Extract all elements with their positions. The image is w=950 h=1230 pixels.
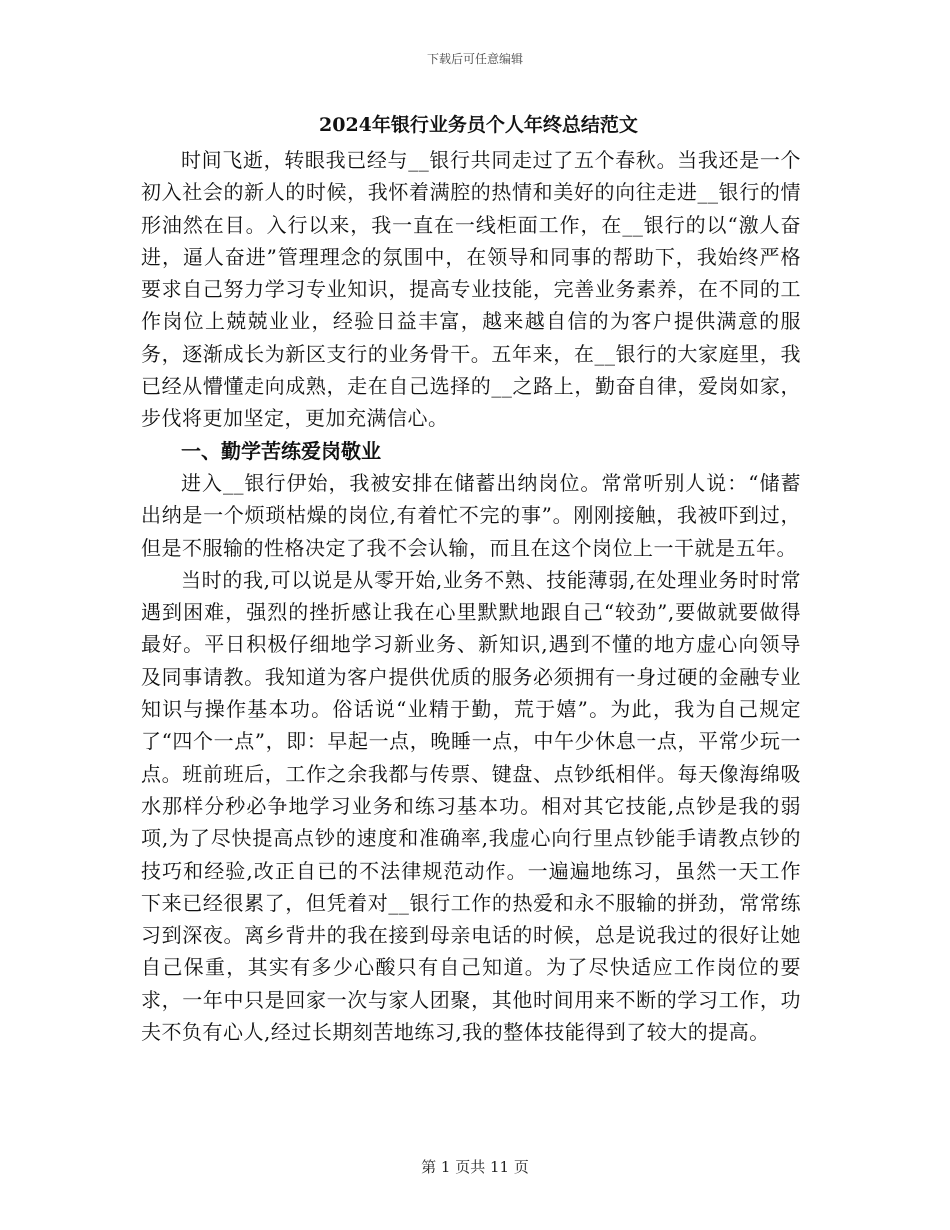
page-footer: 第 1 页共 11 页 — [421, 1158, 529, 1176]
intro-paragraph: 时间飞逝，转眼我已经与__银行共同走过了五个春秋。当我还是一个初入社会的新人的时候，我怀着满腔的热情和美好的向往走进__银行的情形油然在目。入行以来，我一直在一线柜面工作，在__银行的以“激人奋进，逼人奋进”管理理念的氛围中，在领导和同事的帮助下，我始终严格要求自己努力学习专业知识，提高专业技能，完善业务素养，在不同的工作岗位上兢兢业业，经验日益丰富，越来越自信的为客户提供满意的服务，逐渐成长为新区支行的业务骨干。五年来，在__银行的大家庭里，我已经从懵懂走向成熟，走在自己选择的__之路上，勤奋自律，爱岗如家，步伐将更加坚定，更加充满信心。 — [141, 148, 801, 431]
section-heading: 一、勤学苦练爱岗敬业 — [181, 438, 381, 463]
document-title: 2024年银行业务员个人年终总结范文 — [319, 114, 638, 136]
document-body — [141, 108, 801, 1048]
section-paragraph: 进入__银行伊始，我被安排在储蓄出纳岗位。常常听别人说：“储蓄出纳是一个烦琐枯燥的岗位,有着忙不完的事”。刚刚接触，我被吓到过，但是不服输的性格决定了我不会认输，而且在这个岗位上一干就是五年。 — [141, 470, 801, 560]
page-header-note: 下载后可任意编辑 — [426, 52, 523, 66]
section-paragraph: 当时的我,可以说是从零开始,业务不熟、技能薄弱,在处理业务时时常遇到困难，强烈的挫折感让我在心里默默地跟自己“较劲”,要做就要做得最好。平日积极仔细地学习新业务、新知识,遇到不懂的地方虚心向领导及同事请教。我知道为客户提供优质的服务必须拥有一身过硬的金融专业知识与操作基本功。俗话说“业精于勤，荒于嬉”。为此，我为自己规定了“四个一点”，即：早起一点，晚睡一点，中午少休息一点，平常少玩一点。班前班后，工作之余我都与传票、键盘、点钞纸相伴。每天像海绵吸水那样分秒必争地学习业务和练习基本功。相对其它技能,点钞是我的弱项,为了尽快提高点钞的速度和准确率,我虚心向行里点钞能手请教点钞的技巧和经验,改正自已的不法律规范动作。一遍遍地练习，虽然一天工作下来已经很累了，但凭着对__银行工作的热爱和永不服输的拼劲，常常练习到深夜。离乡背井的我在接到母亲电话的时候，总是说我过的很好让她自己保重，其实有多少心酸只有自己知道。为了尽快适应工作岗位的要求，一年中只是回家一次与家人团聚，其他时间用来不断的学习工作，功夫不负有心人,经过长期刻苦地练习,我的整体技能得到了较大的提高。 — [141, 567, 801, 1045]
